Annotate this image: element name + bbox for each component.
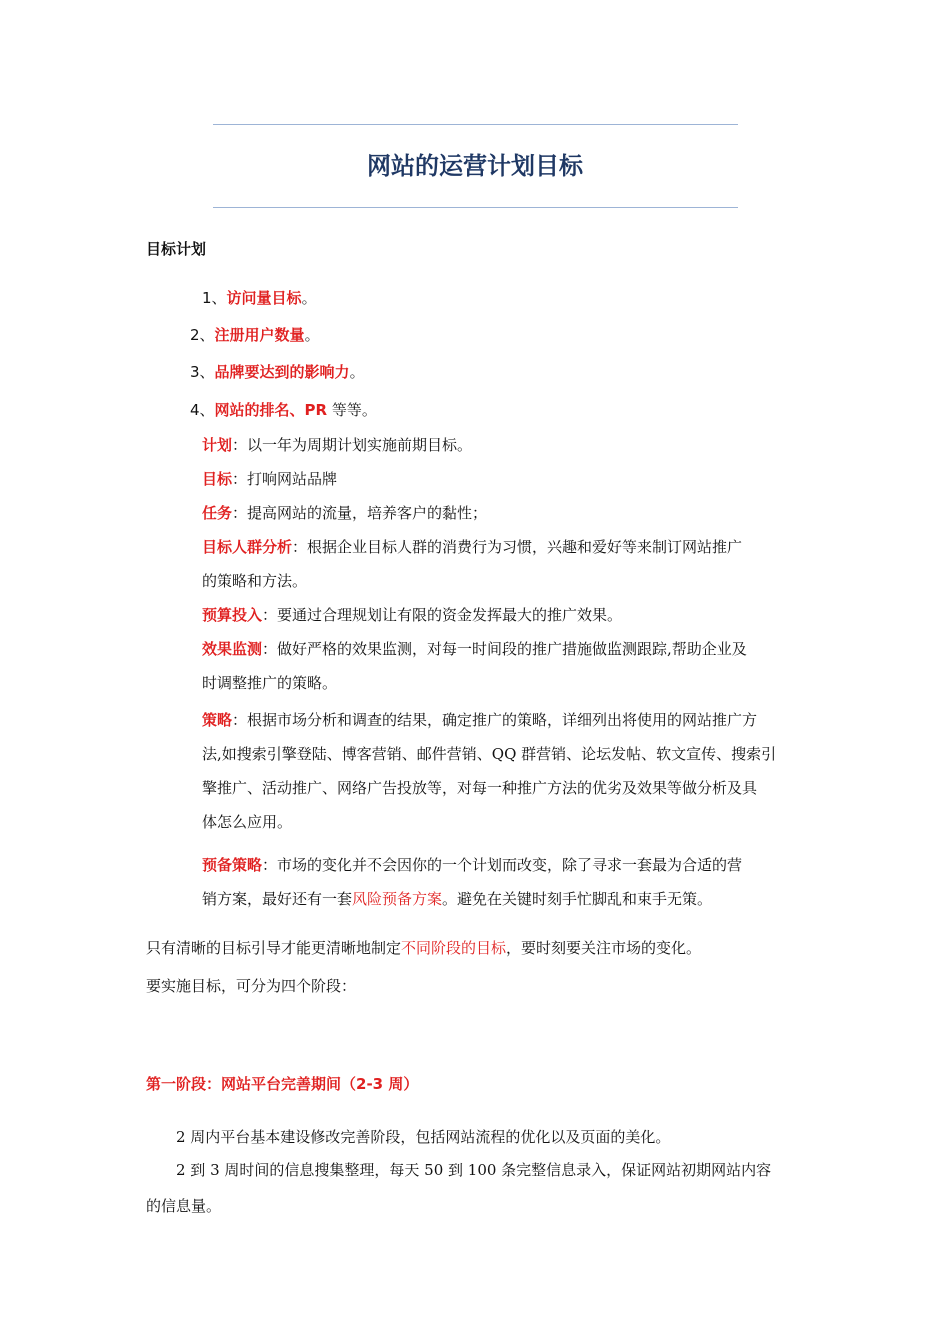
audience-analysis: 目标人群分析：根据企业目标人群的消费行为习惯，兴趣和爱好等来制订网站推广 的策略和方法。 xyxy=(202,538,743,590)
summary-paragraph: 只有清晰的目标引导才能更清晰地制定不同阶段的目标，要时刻要关注市场的变化。 xyxy=(146,939,702,957)
title-top-rule xyxy=(213,124,738,125)
task-line: 任务：提高网站的流量，培养客户的黏性； xyxy=(202,504,488,522)
plan-line: 计划：以一年为周期计划实施前期目标。 xyxy=(202,436,473,454)
stage-1-paragraph-2-line-1: 2 到 3 周时间的信息搜集整理，每天 50 到 100 条完整信息录入，保证网站初期网站内容 xyxy=(176,1161,772,1179)
monitoring-paragraph: 效果监测：做好严格的效果监测，对每一时间段的推广措施做监测跟踪,帮助企业及 时调整推广的策略。 xyxy=(202,640,747,692)
strategy-paragraph: 策略：根据市场分析和调查的结果，确定推广的策略，详细列出将使用的网站推广方 法,如搜索引擎登陆、博客营销、邮件营销、QQ 群营销、论坛发帖、软文宣传、搜索引 擎推广、活动推广、网络广告投放等，对每一种推广方法的优劣及效果等做分析及具 体怎么应用。 xyxy=(202,711,777,831)
page-title: 网站的运营计划目标 xyxy=(367,152,583,180)
target-line: 目标：打响网站品牌 xyxy=(202,470,338,488)
goal-item-1: 1、访问量目标。 xyxy=(202,289,317,307)
goal-item-3: 3、品牌要达到的影响力。 xyxy=(190,363,365,381)
section-heading: 目标计划 xyxy=(146,240,207,258)
phases-intro: 要实施目标，可分为四个阶段： xyxy=(146,977,357,995)
backup-strategy-paragraph: 预备策略：市场的变化并不会因你的一个计划而改变，除了寻求一套最为合适的营 销方案，最好还有一套风险预备方案。避免在关键时刻手忙脚乱和束手无策。 xyxy=(202,856,743,908)
stage-1-heading: 第一阶段：网站平台完善期间（2-3 周） xyxy=(146,1075,419,1093)
budget-line: 预算投入：要通过合理规划让有限的资金发挥最大的推广效果。 xyxy=(202,606,623,624)
stage-1-paragraph-1: 2 周内平台基本建设修改完善阶段，包括网站流程的优化以及页面的美化。 xyxy=(176,1128,671,1146)
title-bottom-rule xyxy=(213,207,738,208)
goal-item-2: 2、注册用户数量。 xyxy=(190,326,320,344)
stage-1-paragraph-2-line-2: 的信息量。 xyxy=(146,1197,222,1215)
goal-item-4: 4、网站的排名、PR 等等。 xyxy=(190,401,377,419)
